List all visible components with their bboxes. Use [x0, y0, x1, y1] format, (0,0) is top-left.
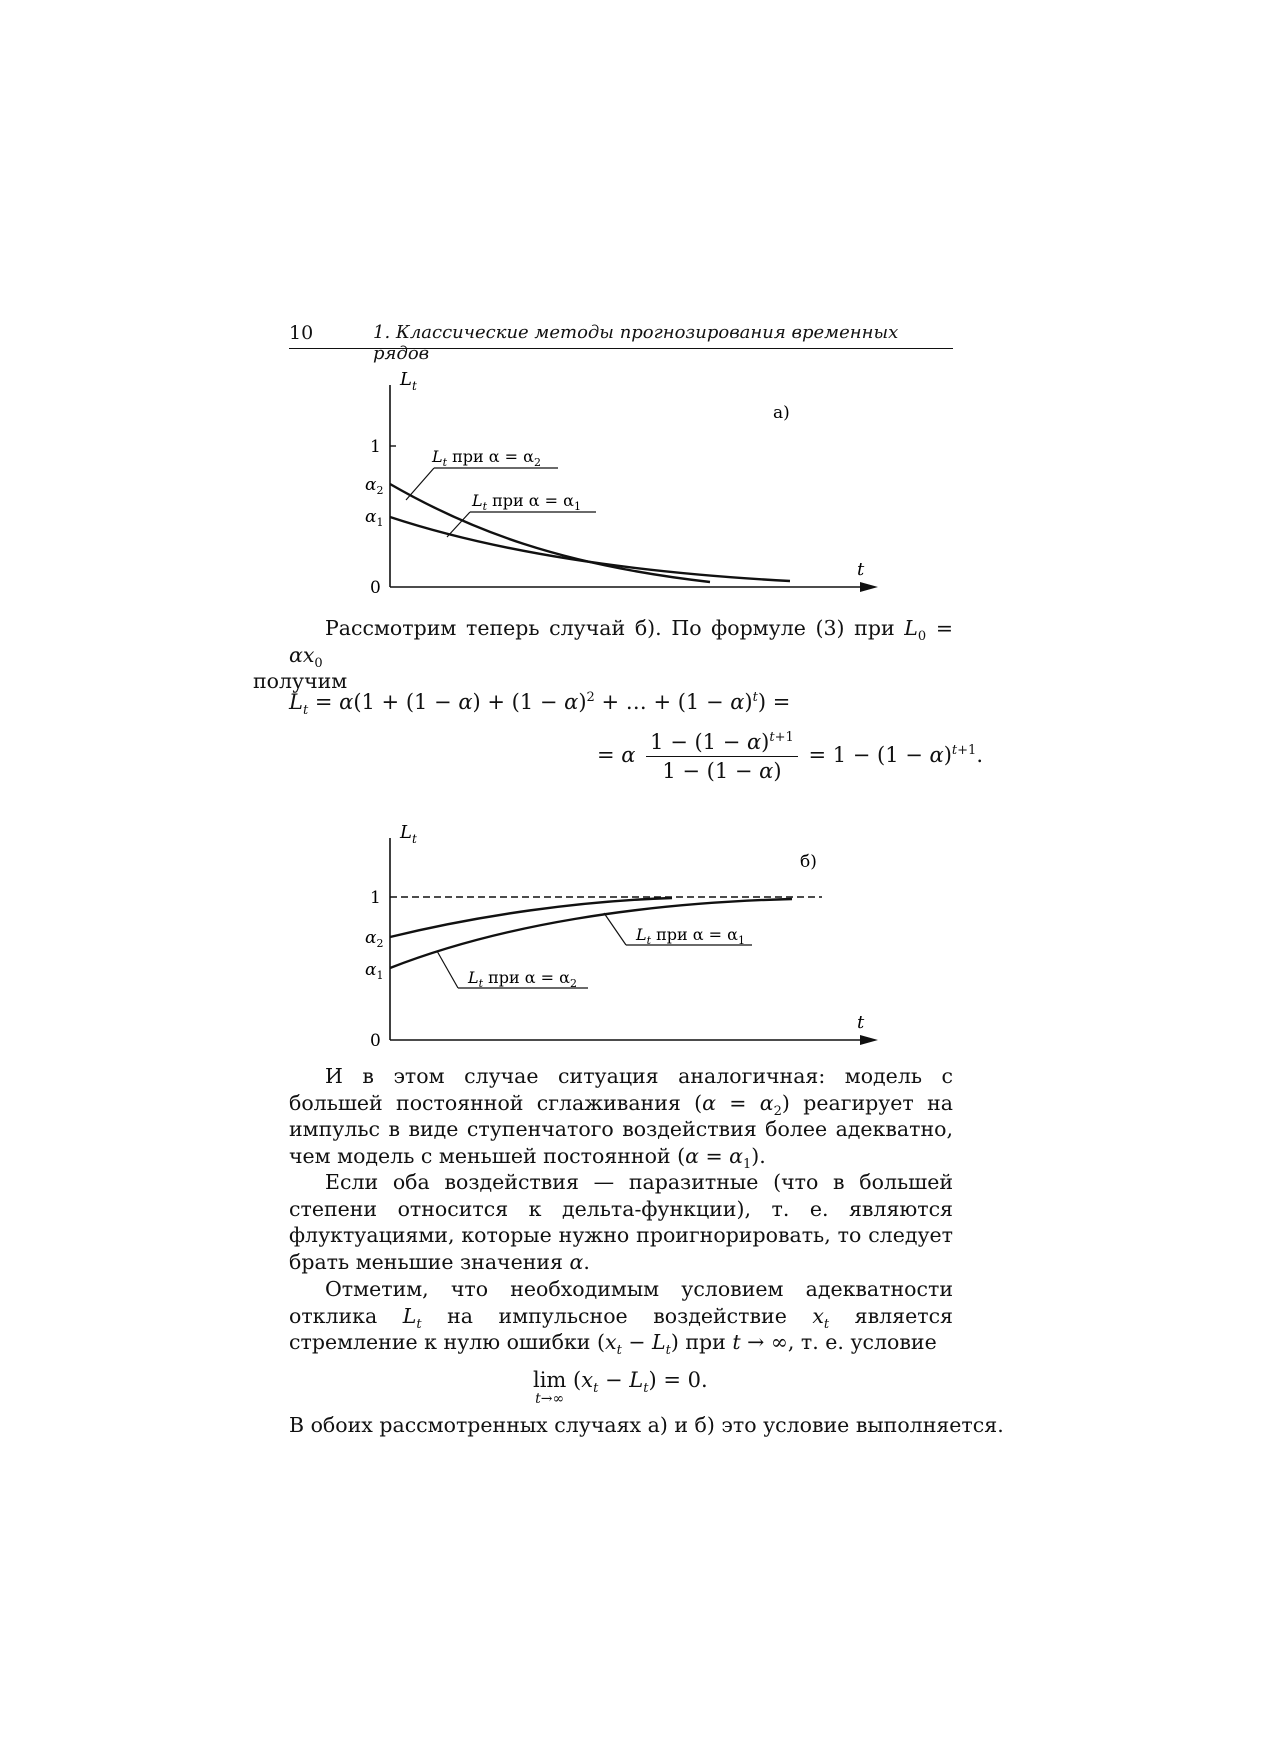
paragraph-condition: Отметим, что необходимым условием адекватности отклика $L_t$ на импульсное воздействие $x_t$ является стремление к нулю ошибки $(x_t - L_t)$ при t → ∞, т. е. условие — [289, 1277, 953, 1359]
formula-denominator: 1 − (1 − α) — [662, 759, 782, 783]
figure-a-tick-one-label: 1 — [370, 437, 381, 457]
formula-fraction — [646, 730, 798, 783]
page-number: 10 — [289, 322, 314, 344]
limit-subscript: t→∞ — [535, 1391, 565, 1407]
paragraph-case-b-text: Рассмотрим теперь случай б). По формуле (3) при — [325, 616, 905, 640]
figure-a-leader-alpha2 — [406, 468, 434, 500]
figure-b-x-label: t — [857, 1012, 865, 1033]
figure-a-curve-label-alpha1: $L_t$ при $\alpha = \alpha_1$ — [472, 491, 581, 513]
page-header — [289, 320, 953, 364]
figure-b-tick-zero-label: 0 — [370, 1031, 381, 1051]
figure-b-tick-alpha1-label: $\alpha_1$ — [365, 960, 384, 982]
figure-b-curve-upper — [390, 898, 672, 937]
paragraph-case-b-end: получим — [253, 669, 348, 693]
paragraph-analogous: И в этом случае ситуация аналогичная: модель с большей постоянной сглаживания $(\alpha = \alpha_2)$ реагирует на импульс в виде ступенчатого воздействия более адекватно, чем модель с меньшей постоянной $(\alpha = \alpha_1)$. — [289, 1064, 953, 1172]
figure-a-tick-zero-label: 0 — [370, 578, 381, 598]
figure-b-leader-lower — [437, 951, 458, 988]
formula-numerator: $1 - (1 - \alpha)^{t+1}$ — [646, 730, 798, 757]
figure-a-x-arrow — [860, 582, 878, 592]
limit-formula: lim t→∞ $(x_t - L_t) = 0$. — [533, 1368, 708, 1407]
figure-b-curve-label-upper: $L_t$ при $\alpha = \alpha_1$ — [636, 925, 745, 947]
figure-a-x-label: t — [857, 559, 865, 580]
formula-line-2 — [597, 730, 983, 783]
formula-line-1: $L_t = \alpha(1 + (1 - \alpha) + (1 - \alpha)^2$ + … + $(1 - \alpha)^t$) = — [289, 690, 791, 719]
figure-a-tick-alpha1-label: $\alpha_1$ — [365, 507, 384, 529]
figure-b-y-label: $L_t$ — [400, 822, 417, 846]
figure-a-panel-label: а) — [773, 403, 790, 423]
figure-b — [0, 815, 1275, 1055]
figure-a-curve-label-alpha2: $L_t$ при $\alpha = \alpha_2$ — [432, 447, 541, 469]
limit-operator: lim t→∞ — [533, 1368, 567, 1407]
figure-b-tick-alpha2-label: $\alpha_2$ — [365, 928, 384, 950]
figure-b-panel-label: б) — [800, 852, 817, 872]
figure-b-leader-upper — [604, 913, 626, 945]
formula-line-2-lhs: = α — [597, 743, 636, 767]
figure-a-tick-alpha2-label: $\alpha_2$ — [365, 475, 384, 497]
figure-a-curve-alpha1 — [390, 517, 790, 581]
paragraph-case-b — [253, 615, 953, 695]
formula-l0: $L_0 = \alpha x_0$ — [289, 616, 953, 671]
running-title: 1. Классические методы прогнозирования временных рядов — [373, 322, 899, 364]
figure-b-x-arrow — [860, 1035, 878, 1045]
figure-a-y-label: $L_t$ — [400, 369, 417, 393]
figure-a — [0, 360, 1275, 600]
figure-b-tick-one-label: 1 — [370, 888, 381, 908]
paragraph-parasitic: Если оба воздействия — паразитные (что в большей степени относится к дельта-функции), т. е. являются флуктуациями, которые нужно проигнорировать, то следует брать меньшие значения α. — [289, 1170, 953, 1274]
figure-b-curve-label-lower: $L_t$ при $\alpha = \alpha_2$ — [468, 968, 577, 990]
paragraph-conclusion: В обоих рассмотренных случаях а) и б) это условие выполняется. — [289, 1413, 1004, 1437]
formula-line-2-rhs: = $1 - (1 - \alpha)^{t+1}$. — [808, 743, 984, 767]
